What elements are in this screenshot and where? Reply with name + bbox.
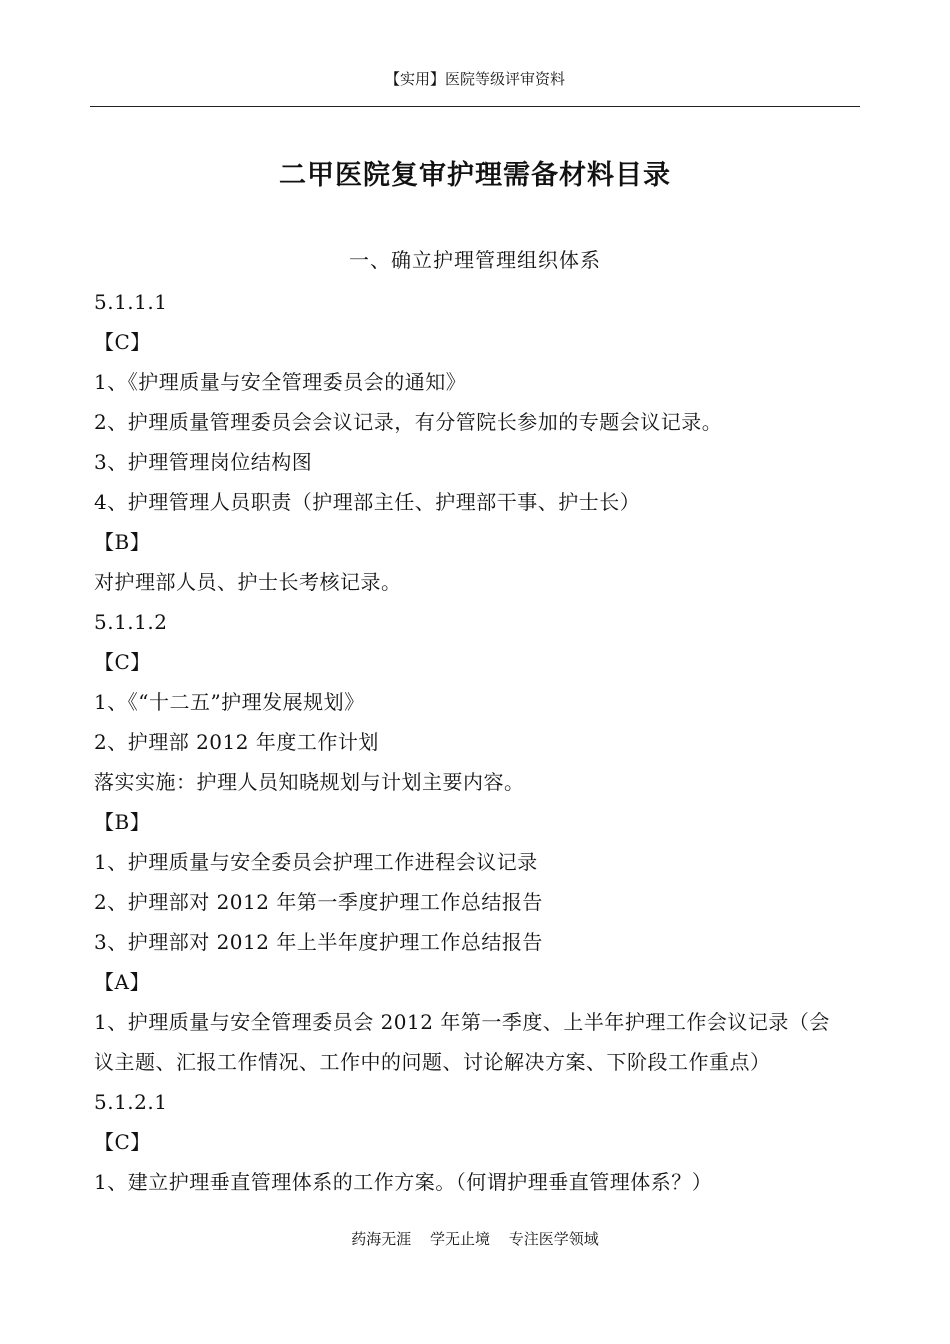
body-line: 1、护理质量与安全委员会护理工作进程会议记录 <box>94 850 538 874</box>
body-line: 5.1.1.2 <box>94 610 168 634</box>
body-line: 【B】 <box>94 530 151 554</box>
footer-phrase: 药海无涯 <box>351 1230 412 1248</box>
body-line: 5.1.2.1 <box>94 1090 168 1114</box>
body-line: 1、《护理质量与安全管理委员会的通知》 <box>94 370 467 394</box>
body-line: 1、护理质量与安全管理委员会 2012 年第一季度、上半年护理工作会议记录（会 <box>94 1010 830 1034</box>
body-line: 1、《“十二五”护理发展规划》 <box>94 690 365 714</box>
body-line: 【A】 <box>94 970 150 994</box>
body-line: 对护理部人员、护士长考核记录。 <box>94 570 402 594</box>
footer-phrase: 学无止境 <box>429 1230 490 1248</box>
body-line: 【B】 <box>94 810 151 834</box>
body-line: 2、护理部对 2012 年第一季度护理工作总结报告 <box>94 890 543 914</box>
body-line: 2、护理部 2012 年度工作计划 <box>94 730 379 754</box>
body-line: 2、护理质量管理委员会会议记录，有分管院长参加的专题会议记录。 <box>94 410 723 434</box>
header-text: 【实用】医院等级评审资料 <box>384 70 565 88</box>
footer-phrase: 专注医学领域 <box>508 1230 599 1248</box>
body-line: 落实实施：护理人员知晓规划与计划主要内容。 <box>94 770 525 794</box>
body-line: 3、护理部对 2012 年上半年度护理工作总结报告 <box>94 930 543 954</box>
body-line: 【C】 <box>94 330 151 354</box>
document-title: 二甲医院复审护理需备材料目录 <box>279 160 671 191</box>
body-line: 3、护理管理岗位结构图 <box>94 450 313 474</box>
page-footer <box>0 1228 950 1250</box>
section-heading: 一、确立护理管理组织体系 <box>349 248 601 272</box>
body-line: 1、建立护理垂直管理体系的工作方案。（何谓护理垂直管理体系？） <box>94 1170 713 1194</box>
body-line: 【C】 <box>94 650 151 674</box>
body-line: 5.1.1.1 <box>94 290 168 314</box>
header-divider <box>90 106 860 107</box>
body-line: 议主题、汇报工作情况、工作中的问题、讨论解决方案、下阶段工作重点） <box>94 1050 771 1074</box>
body-line: 4、护理管理人员职责（护理部主任、护理部干事、护士长） <box>94 490 641 514</box>
body-line: 【C】 <box>94 1130 151 1154</box>
document-body <box>94 282 864 1202</box>
